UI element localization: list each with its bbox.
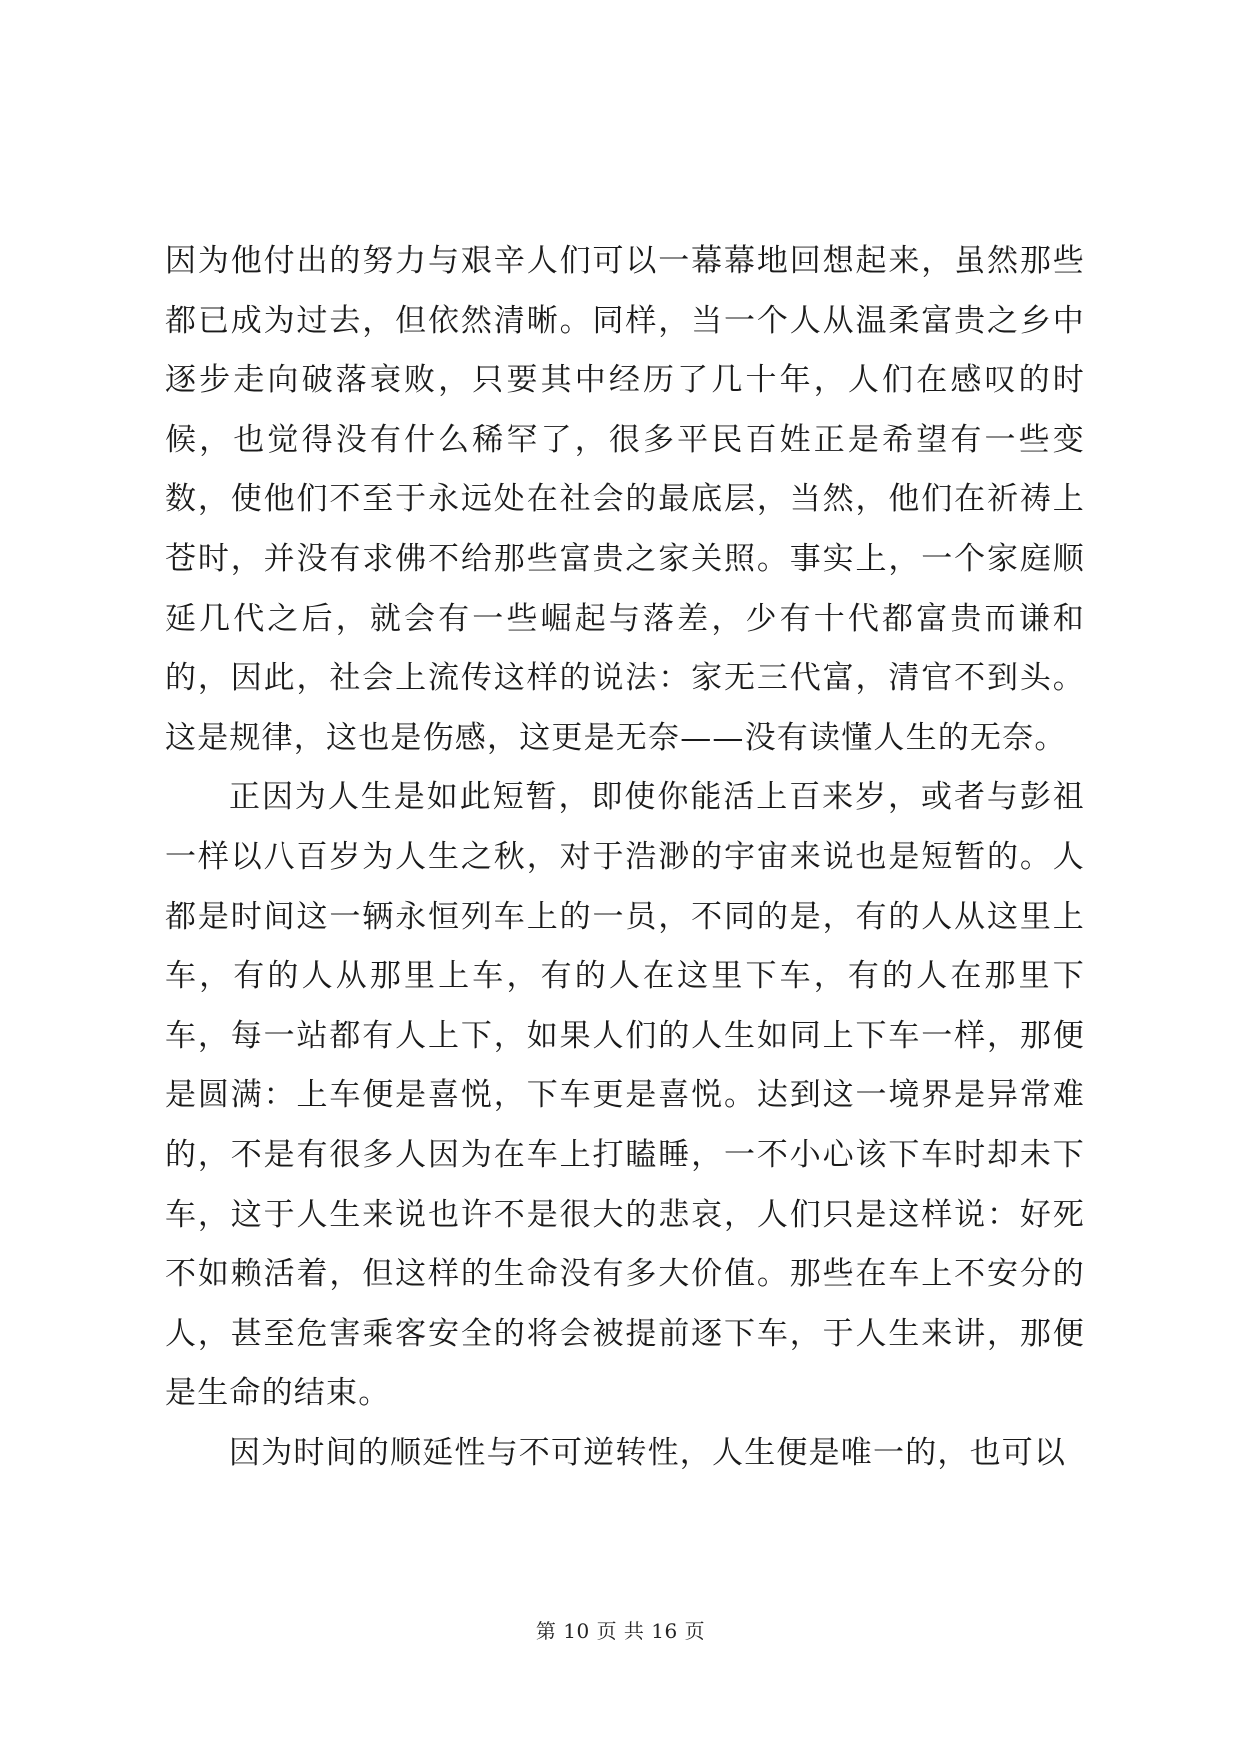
page-footer: 第 10 页 共 16 页: [535, 1619, 706, 1643]
paragraph-2: 正因为人生是如此短暂，即使你能活上百来岁，或者与彭祖一样以八百岁为人生之秋，对于浩渺的宇宙来说也是短暂的。人都是时间这一辆永恒列车上的一员，不同的是，有的人从这里上车，有的人从那里上车，有的人在这里下车，有的人在那里下车，每一站都有人上下，如果人们的人生如同上下车一样，那便是圆满：上车便是喜悦，下车更是喜悦。达到这一境界是异常难的，不是有很多人因为在车上打瞌睡，一不小心该下车时却未下车，这于人生来说也许不是很大的悲哀，人们只是这样说：好死不如赖活着，但这样的生命没有多大价值。那些在车上不安分的人，甚至危害乘客安全的将会被提前逐下车，于人生来讲，那便是生命的结束。: [165, 779, 1085, 1412]
paragraph-1: 因为他付出的努力与艰辛人们可以一幕幕地回想起来，虽然那些都已成为过去，但依然清晰。同样，当一个人从温柔富贵之乡中逐步走向破落衰败，只要其中经历了几十年，人们在感叹的时候，也觉得没有什么稀罕了，很多平民百姓正是希望有一些变数，使他们不至于永远处在社会的最底层，当然，他们在祈祷上苍时，并没有求佛不给那些富贵之家关照。事实上，一个家庭顺延几代之后，就会有一些崛起与落差，少有十代都富贵而谦和的，因此，社会上流传这样的说法：家无三代富，清官不到头。这是规律，这也是伤感，这更是无奈——没有读懂人生的无奈。: [165, 243, 1085, 756]
paragraph-3: 因为时间的顺延性与不可逆转性，人生便是唯一的，也可以: [229, 1434, 1067, 1471]
document-body: [165, 232, 1085, 1483]
